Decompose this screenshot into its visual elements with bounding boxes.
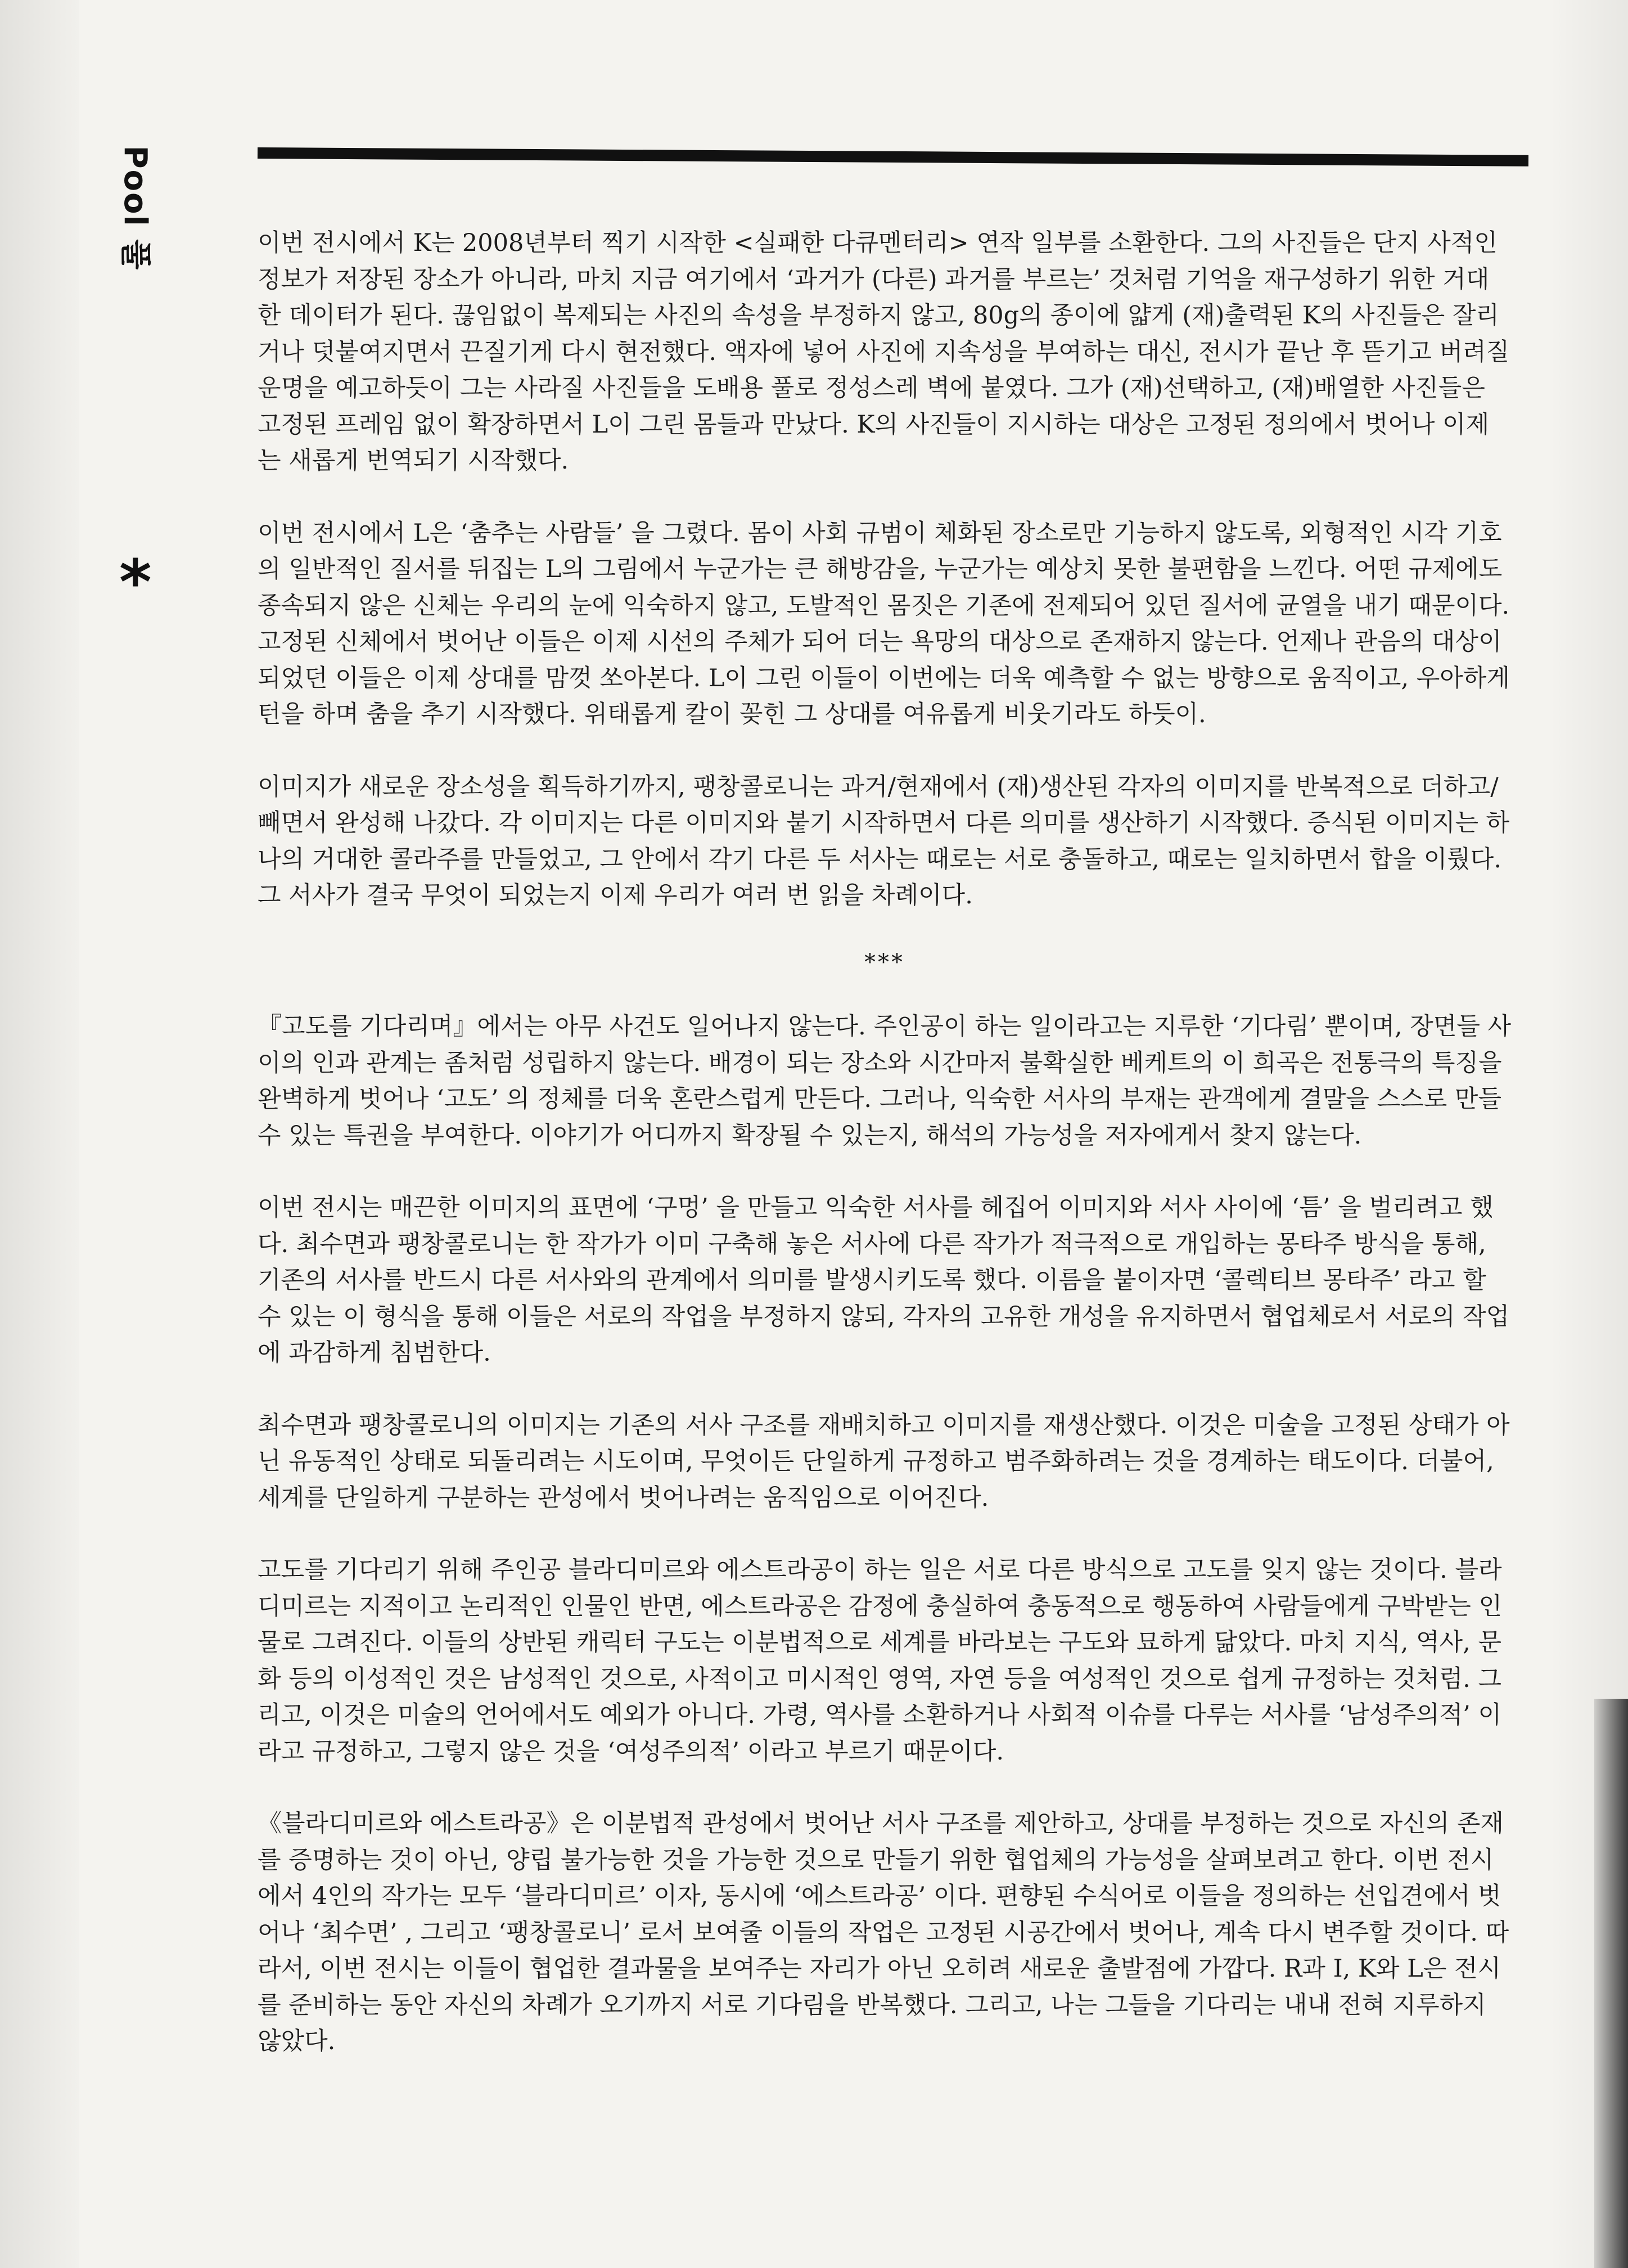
document-body	[258, 225, 1512, 2096]
paragraph: 이번 전시에서 K는 2008년부터 찍기 시작한 <실패한 다큐멘터리> 연작 일부를 소환한다. 그의 사진들은 단지 사적인 정보가 저장된 장소가 아니라, 마치 지금 여기에서 ‘과거가 (다른) 과거를 부르는’ 것처럼 기억을 재구성하기 위한 거대한 데이터가 된다. 끊임없이 복제되는 사진의 속성을 부정하지 않고, 80g의 종이에 얇게 (재)출력된 K의 사진들은 잘리거나 덧붙여지면서 끈질기게 다시 현전했다. 액자에 넣어 사진에 지속성을 부여하는 대신, 전시가 끝난 후 뜯기고 버려질 운명을 예고하듯이 그는 사라질 사진들을 도배용 풀로 정성스레 벽에 붙였다. 그가 (재)선택하고, (재)배열한 사진들은 고정된 프레임 없이 확장하면서 L이 그린 몸들과 만났다. K의 사진들이 지시하는 대상은 고정된 정의에서 벗어나 이제는 새롭게 번역되기 시작했다.	[258, 229, 1510, 475]
page-shadow-left	[0, 0, 79, 2268]
paragraph: 이번 전시에서 L은 ‘춤추는 사람들’ 을 그렸다. 몸이 사회 규범이 체화된 장소로만 기능하지 않도록, 외형적인 시각 기호의 일반적인 질서를 뒤집는 L의 그림에서 누군가는 큰 해방감을, 누군가는 예상치 못한 불편함을 느낀다. 어떤 규제에도 종속되지 않은 신체는 우리의 눈에 익숙하지 않고, 도발적인 몸짓은 기존에 전제되어 있던 질서에 균열을 내기 때문이다. 고정된 신체에서 벗어난 이들은 이제 시선의 주체가 되어 더는 욕망의 대상으로 존재하지 않는다. 언제나 관음의 대상이 되었던 이들은 이제 상대를 맘껏 쏘아본다. L이 그린 이들이 이번에는 더욱 예측할 수 없는 방향으로 움직이고, 우아하게 턴을 하며 춤을 추기 시작했다. 위태롭게 칼이 꽂힌 그 상대를 여유롭게 비웃기라도 하듯이.	[258, 519, 1510, 728]
paragraph: 최수면과 팽창콜로니의 이미지는 기존의 서사 구조를 재배치하고 이미지를 재생산했다. 이것은 미술을 고정된 상태가 아닌 유동적인 상태로 되돌리려는 시도이며, 무엇이든 단일하게 규정하고 범주화하려는 것을 경계하는 태도이다. 더불어, 세계를 단일하게 구분하는 관성에서 벗어나려는 움직임으로 이어진다.	[258, 1411, 1510, 1512]
header-rule	[258, 147, 1528, 166]
section-asterisk-icon: *	[119, 546, 152, 618]
paragraph: 고도를 기다리기 위해 주인공 블라디미르와 에스트라공이 하는 일은 서로 다른 방식으로 고도를 잊지 않는 것이다. 블라디미르는 지적이고 논리적인 인물인 반면, 에스트라공은 감정에 충실하여 충동적으로 행동하여 사람들에게 구박받는 인물로 그려진다. 이들의 상반된 캐릭터 구도는 이분법적으로 세계를 바라보는 구도와 묘하게 닮았다. 마치 지식, 역사, 문화 등의 이성적인 것은 남성적인 것으로, 사적이고 미시적인 영역, 자연 등을 여성적인 것으로 쉽게 규정하는 것처럼. 그리고, 이것은 미술의 언어에서도 예외가 아니다. 가령, 역사를 소환하거나 사회적 이슈를 다루는 서사를 ‘남성주의적’ 이라고 규정하고, 그렇지 않은 것을 ‘여성주의적’ 이라고 부르기 때문이다.	[258, 1556, 1503, 1766]
paragraph: 《블라디미르와 에스트라공》은 이분법적 관성에서 벗어난 서사 구조를 제안하고, 상대를 부정하는 것으로 자신의 존재를 증명하는 것이 아닌, 양립 불가능한 것을 가능한 것으로 만들기 위한 협업체의 가능성을 살펴보려고 한다. 이번 전시에서 4인의 작가는 모두 ‘블라디미르’ 이자, 동시에 ‘에스트라공’ 이다. 편향된 수식어로 이들을 정의하는 선입견에서 벗어나 ‘최수면’ , 그리고 ‘팽창콜로니’ 로서 보여줄 이들의 작업은 고정된 시공간에서 벗어나, 계속 다시 변주할 것이다. 따라서, 이번 전시는 이들이 협업한 결과물을 보여주는 자리가 아닌 오히려 새로운 출발점에 가깝다. R과 I, K와 L은 전시를 준비하는 동안 자신의 차례가 오기까지 서로 기다림을 반복했다. 그리고, 나는 그들을 기다리는 내내 전혀 지루하지 않았다.	[258, 1810, 1509, 2055]
paragraph: 이번 전시는 매끈한 이미지의 표면에 ‘구멍’ 을 만들고 익숙한 서사를 헤집어 이미지와 서사 사이에 ‘틈’ 을 벌리려고 했다. 최수면과 팽창콜로니는 한 작가가 이미 구축해 놓은 서사에 다른 작가가 적극적으로 개입하는 몽타주 방식을 통해, 기존의 서사를 반드시 다른 서사와의 관계에서 의미를 발생시키도록 했다. 이름을 붙이자면 ‘콜렉티브 몽타주’ 라고 할 수 있는 이 형식을 통해 이들은 서로의 작업을 부정하지 않되, 각자의 고유한 개성을 유지하면서 협업체로서 서로의 작업에 과감하게 침범한다.	[258, 1194, 1510, 1367]
paragraph: 이미지가 새로운 장소성을 획득하기까지, 팽창콜로니는 과거/현재에서 (재)생산된 각자의 이미지를 반복적으로 더하고/빼면서 완성해 나갔다. 각 이미지는 다른 이미지와 붙기 시작하면서 다른 의미를 생산하기 시작했다. 증식된 이미지는 하나의 거대한 콜라주를 만들었고, 그 안에서 각기 다른 두 서사는 때로는 서로 충돌하고, 때로는 일치하면서 합을 이뤘다. 그 서사가 결국 무엇이 되었는지 이제 우리가 여러 번 읽을 차례이다.	[258, 772, 1510, 910]
brand-label: Pool 풀	[117, 145, 154, 271]
background-edge	[1594, 1699, 1628, 2268]
paragraph: 『고도를 기다리며』에서는 아무 사건도 일어나지 않는다. 주인공이 하는 일이라고는 지루한 ‘기다림’ 뿐이며, 장면들 사이의 인과 관계는 좀처럼 성립하지 않는다. 배경이 되는 장소와 시간마저 불확실한 베케트의 이 희곡은 전통극의 특징을 완벽하게 벗어나 ‘고도’ 의 정체를 더욱 혼란스럽게 만든다. 그러나, 익숙한 서사의 부재는 관객에게 결말을 스스로 만들 수 있는 특권을 부여한다. 이야기가 어디까지 확장될 수 있는지, 해석의 가능성을 저자에게서 찾지 않는다.	[258, 1012, 1512, 1150]
brand-mark	[104, 135, 183, 281]
section-separator: ***	[864, 949, 905, 975]
